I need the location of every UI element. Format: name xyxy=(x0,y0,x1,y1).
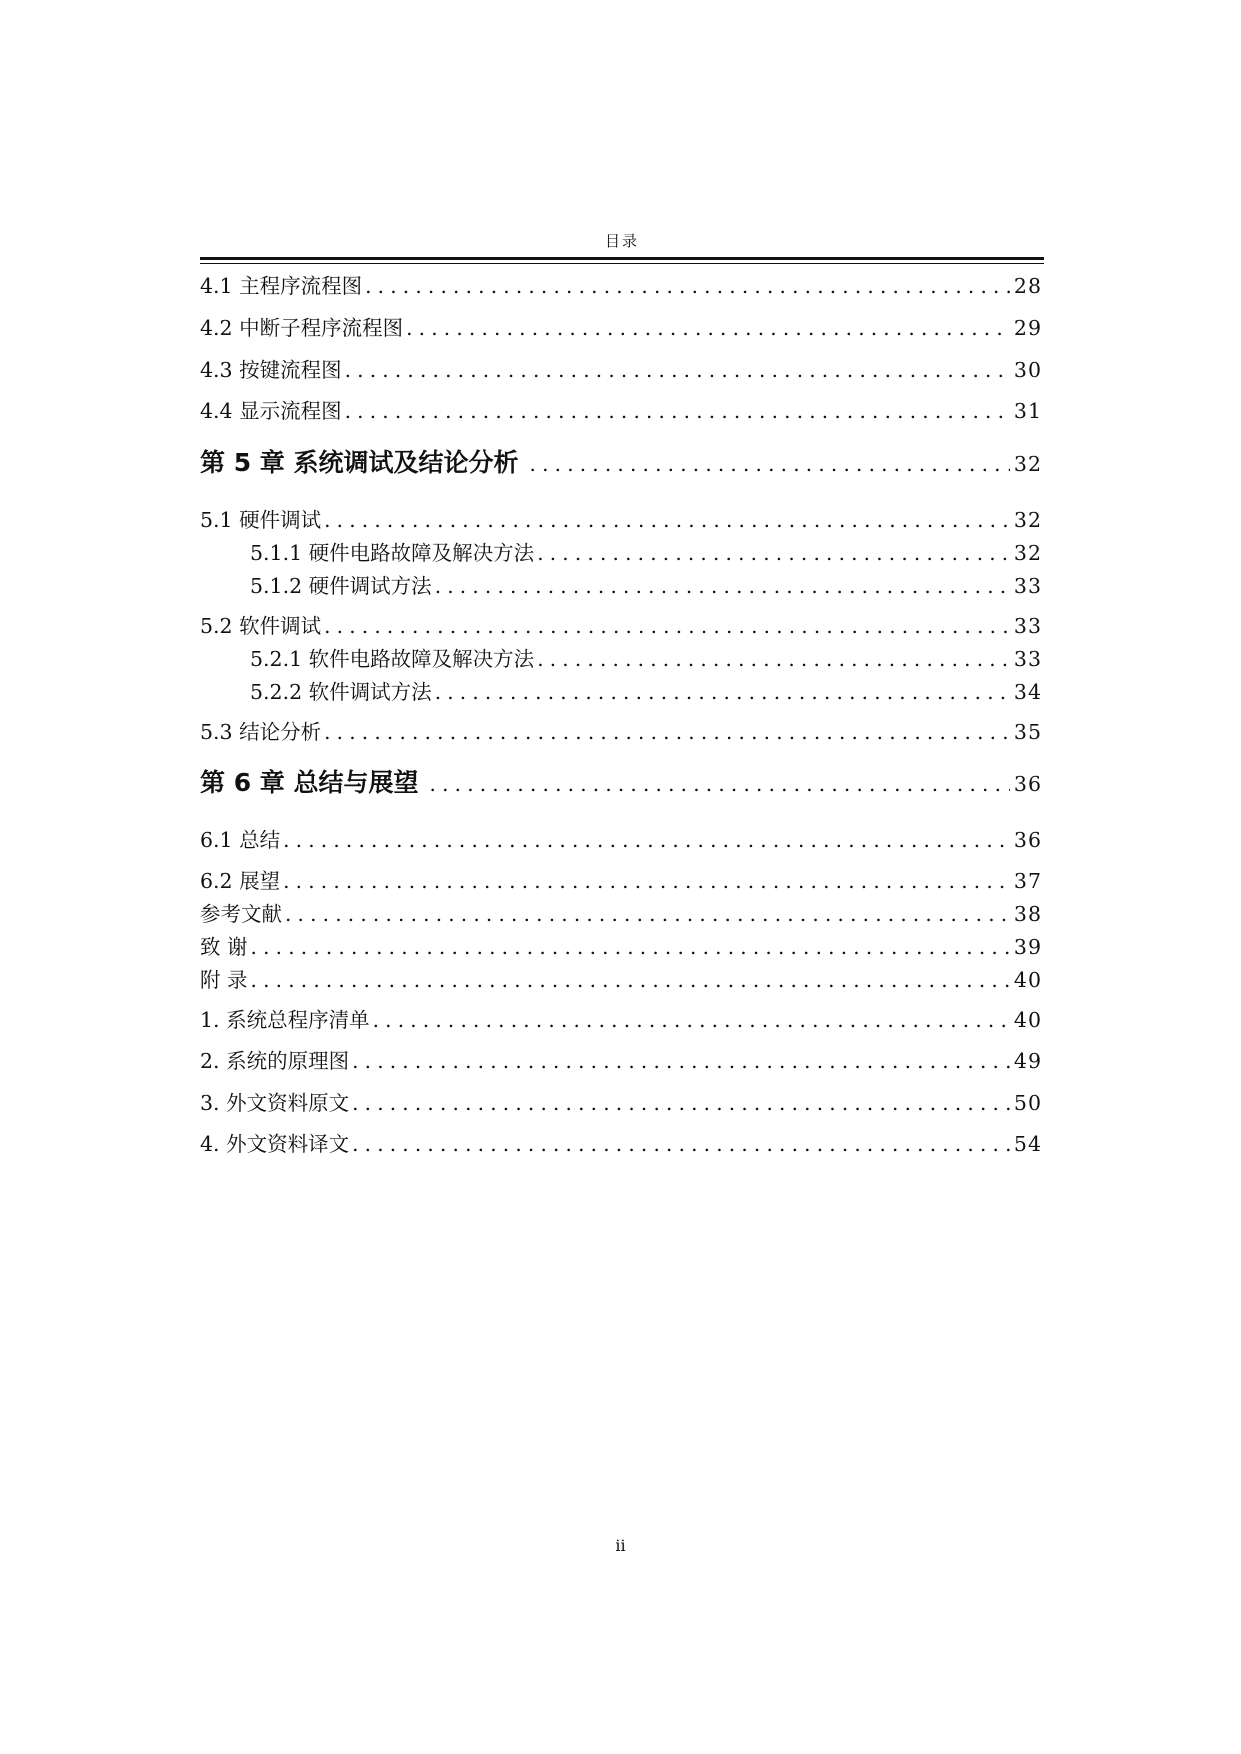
toc-entry-title: 4.4 显示流程图 xyxy=(200,399,342,423)
toc-dot-leader xyxy=(435,677,1010,707)
toc-entry-title: 5.2.1 软件电路故障及解决方法 xyxy=(250,647,535,671)
toc-entry-title: 6.1 总结 xyxy=(200,828,281,852)
toc-dot-leader xyxy=(324,717,1010,747)
toc-entry-page: 36 xyxy=(1013,828,1042,852)
toc-entry-page: 40 xyxy=(1013,968,1042,992)
toc-chapter-title: 第 5 章 系统调试及结论分析 xyxy=(200,448,519,477)
toc-entry-page: 50 xyxy=(1013,1091,1042,1115)
toc-dot-leader xyxy=(251,932,1010,962)
toc-dot-leader xyxy=(285,899,1010,929)
toc-entry-title: 4. 外文资料译文 xyxy=(200,1132,350,1156)
toc-entry[interactable] xyxy=(200,932,1042,962)
toc-dot-leader xyxy=(251,965,1010,995)
toc-entry-page: 28 xyxy=(1013,274,1042,298)
toc-entry-title: 4.3 按键流程图 xyxy=(200,358,342,382)
toc-dot-leader xyxy=(352,1046,1010,1076)
toc-entry[interactable] xyxy=(200,1046,1042,1076)
toc-entry[interactable] xyxy=(200,899,1042,929)
toc-chapter-entry[interactable] xyxy=(200,446,1042,480)
header-rule-thin xyxy=(200,263,1044,264)
toc-entry[interactable] xyxy=(200,355,1042,385)
toc-dot-leader xyxy=(365,271,1010,301)
toc-dot-leader xyxy=(352,1129,1010,1159)
toc-entry-title: 附 录 xyxy=(200,968,248,992)
toc-entry[interactable] xyxy=(200,505,1042,535)
toc-dot-leader xyxy=(537,538,1010,568)
toc-chapter-title: 第 6 章 总结与展望 xyxy=(200,768,419,797)
toc-entry-title: 致 谢 xyxy=(200,935,248,959)
toc-dot-leader xyxy=(345,355,1010,385)
toc-entry[interactable] xyxy=(200,1088,1042,1118)
toc-dot-leader xyxy=(324,505,1010,535)
toc-entry-page: 31 xyxy=(1013,399,1042,423)
toc-entry-page: 36 xyxy=(1013,772,1042,796)
header-rule-thick xyxy=(200,257,1044,260)
toc-dot-leader xyxy=(430,767,1010,801)
toc-entry-page: 35 xyxy=(1013,720,1042,744)
toc-entry-page: 49 xyxy=(1013,1049,1042,1073)
toc-entry-page: 29 xyxy=(1013,316,1042,340)
toc-entry-title: 5.1.2 硬件调试方法 xyxy=(250,574,432,598)
toc-dot-leader xyxy=(345,396,1010,426)
toc-dot-leader xyxy=(406,313,1010,343)
toc-entry-page: 34 xyxy=(1013,680,1042,704)
toc-entry[interactable] xyxy=(200,611,1042,641)
toc-entry-page: 54 xyxy=(1013,1132,1042,1156)
toc-entry-page: 30 xyxy=(1013,358,1042,382)
toc-dot-leader xyxy=(537,644,1010,674)
toc-entry[interactable] xyxy=(200,396,1042,426)
toc-entry-title: 3. 外文资料原文 xyxy=(200,1091,350,1115)
toc-entry[interactable] xyxy=(200,1005,1042,1035)
toc-entry[interactable] xyxy=(200,1129,1042,1159)
toc-entry[interactable] xyxy=(200,717,1042,747)
toc-entry-title: 1. 系统总程序清单 xyxy=(200,1008,370,1032)
toc-entry-page: 33 xyxy=(1013,614,1042,638)
toc-dot-leader xyxy=(324,611,1010,641)
toc-entry-page: 40 xyxy=(1013,1008,1042,1032)
toc-entry[interactable] xyxy=(200,825,1042,855)
toc-chapter-entry[interactable] xyxy=(200,766,1042,800)
toc-dot-leader xyxy=(283,825,1010,855)
toc-subentry[interactable] xyxy=(250,571,1042,601)
toc-entry-page: 32 xyxy=(1013,508,1042,532)
toc-entry-page: 33 xyxy=(1013,574,1042,598)
toc-entry-title: 参考文献 xyxy=(200,902,282,926)
toc-entry-page: 32 xyxy=(1013,452,1042,476)
toc-entry-page: 37 xyxy=(1013,869,1042,893)
toc-entry[interactable] xyxy=(200,965,1042,995)
toc-entry-title: 5.3 结论分析 xyxy=(200,720,322,744)
toc-entry-page: 33 xyxy=(1013,647,1042,671)
toc-entry-title: 2. 系统的原理图 xyxy=(200,1049,350,1073)
toc-entry-title: 5.1 硬件调试 xyxy=(200,508,322,532)
toc-dot-leader xyxy=(530,447,1010,481)
toc-entry-title: 5.2.2 软件调试方法 xyxy=(250,680,432,704)
toc-entry-title: 5.2 软件调试 xyxy=(200,614,322,638)
toc-entry[interactable] xyxy=(200,313,1042,343)
toc-dot-leader xyxy=(352,1088,1010,1118)
toc-entry-page: 38 xyxy=(1013,902,1042,926)
toc-entry-title: 4.1 主程序流程图 xyxy=(200,274,363,298)
toc-entry[interactable] xyxy=(200,271,1042,301)
toc-dot-leader xyxy=(283,866,1010,896)
toc-entry-page: 39 xyxy=(1013,935,1042,959)
toc-dot-leader xyxy=(373,1005,1010,1035)
page-number: ii xyxy=(615,1536,626,1555)
toc-dot-leader xyxy=(435,571,1010,601)
toc-subentry[interactable] xyxy=(250,644,1042,674)
toc-subentry[interactable] xyxy=(250,538,1042,568)
toc-entry-title: 6.2 展望 xyxy=(200,869,281,893)
toc-entry[interactable] xyxy=(200,866,1042,896)
toc-entry-title: 5.1.1 硬件电路故障及解决方法 xyxy=(250,541,535,565)
toc-entry-page: 32 xyxy=(1013,541,1042,565)
running-header: 目录 xyxy=(604,232,639,250)
toc-subentry[interactable] xyxy=(250,677,1042,707)
toc-entry-title: 4.2 中断子程序流程图 xyxy=(200,316,404,340)
